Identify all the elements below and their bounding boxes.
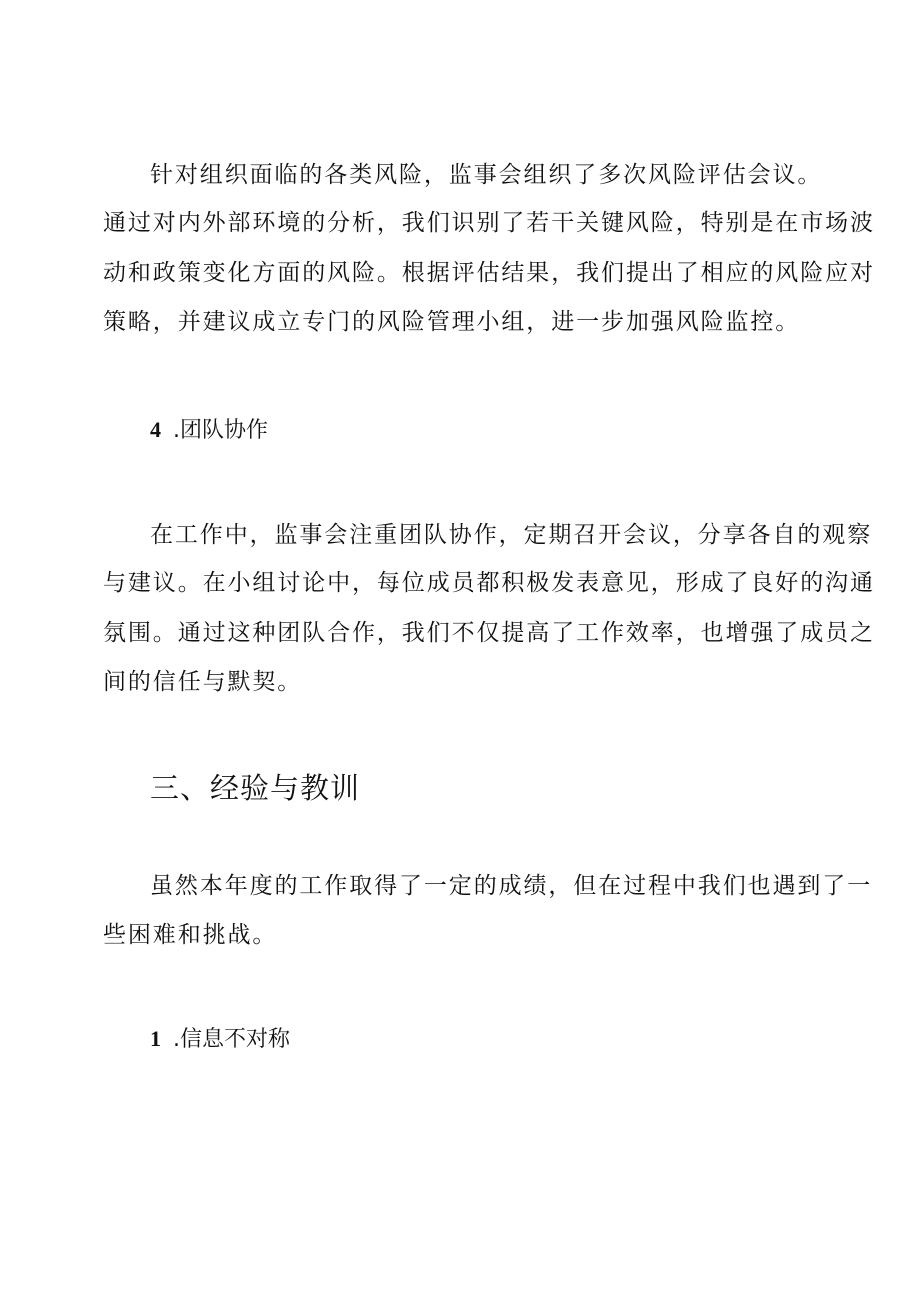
paragraph-line: 策略，并建议成立专门的风险管理小组，进一步加强风险监控。 <box>103 309 801 335</box>
section-title: 三、经验与教训 <box>150 771 361 805</box>
paragraph-line: 动和政策变化方面的风险。根据评估结果，我们提出了相应的风险应对 <box>103 260 875 286</box>
paragraph-line: 针对组织面临的各类风险，监事会组织了多次风险评估会议。 <box>150 162 823 188</box>
paragraph-line: 通过对内外部环境的分析，我们识别了若干关键风险，特别是在市场波 <box>103 210 875 236</box>
subheading-information-asymmetry <box>150 1024 290 1055</box>
subheading-text: .信息不对称 <box>173 1027 290 1052</box>
subheading-number: 4 <box>150 417 161 442</box>
paragraph-line: 些困难和挑战。 <box>103 922 278 948</box>
subheading-number: 1 <box>150 1026 161 1051</box>
paragraph-line: 间的信任与默契。 <box>103 669 303 695</box>
paragraph-line: 在工作中，监事会注重团队协作，定期召开会议，分享各自的观察 <box>150 522 873 548</box>
paragraph-line: 虽然本年度的工作取得了一定的成绩，但在过程中我们也遇到了一 <box>150 873 873 899</box>
paragraph-line: 氛围。通过这种团队合作，我们不仅提高了工作效率，也增强了成员之 <box>103 620 875 646</box>
subheading-text: .团队协作 <box>173 418 268 443</box>
paragraph-line: 与建议。在小组讨论中，每位成员都积极发表意见，形成了良好的沟通 <box>103 570 875 596</box>
subheading-team-collaboration <box>150 415 268 446</box>
